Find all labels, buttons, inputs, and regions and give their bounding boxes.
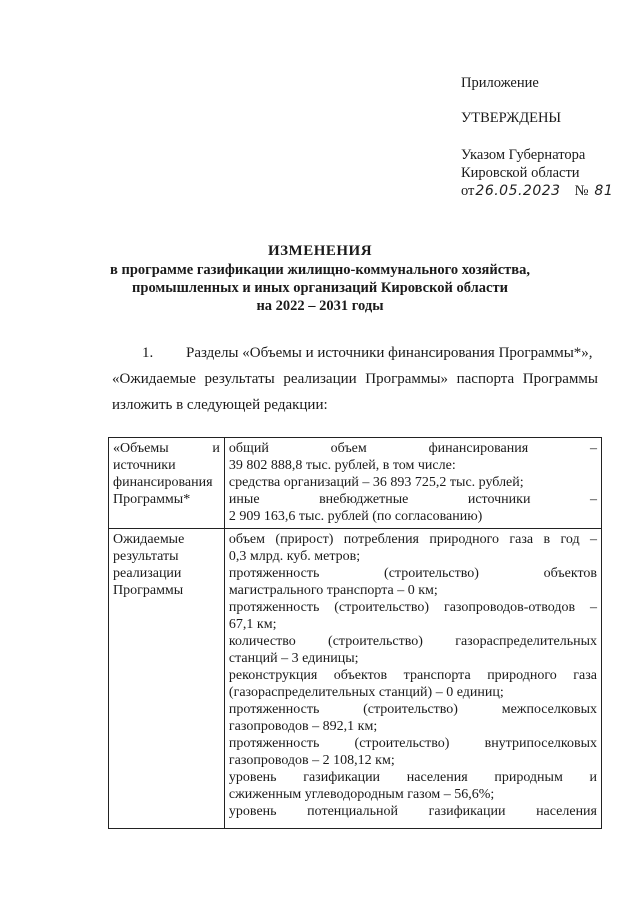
table-row-results bbox=[109, 529, 602, 829]
paragraph-1 bbox=[112, 340, 598, 418]
decree-line-2: Кировской области bbox=[461, 165, 580, 181]
title-line-1: в программе газификации жилищно-коммунального хозяйства, bbox=[110, 262, 530, 278]
document-title bbox=[0, 242, 640, 315]
row-label-financing: «Объемы и источники финансирования Программы* bbox=[109, 438, 225, 529]
table-row-financing bbox=[109, 438, 602, 529]
number-sign: № bbox=[574, 183, 589, 199]
handwritten-date: 26.05.2023 bbox=[475, 183, 561, 199]
program-passport-table bbox=[108, 437, 602, 829]
paragraph-line-1: 1. Разделы «Объемы и источники финансирования Программы*», bbox=[112, 340, 598, 366]
paragraph-number: 1. bbox=[142, 345, 154, 361]
from-prefix: от bbox=[461, 183, 475, 199]
annex-label: Приложение bbox=[461, 75, 539, 91]
approved-label: УТВЕРЖДЕНЫ bbox=[461, 110, 562, 126]
decree-line-1: Указом Губернатора bbox=[461, 147, 586, 163]
paragraph-line-3: изложить в следующей редакции: bbox=[112, 397, 328, 413]
row-label-results: Ожидаемые результаты реализации Программы bbox=[109, 529, 225, 829]
title-main: ИЗМЕНЕНИЯ bbox=[267, 243, 373, 259]
handwritten-number: 81 bbox=[594, 183, 614, 199]
title-line-2: промышленных и иных организаций Кировской области bbox=[132, 280, 508, 296]
row-content-results: объем (прирост) потребления природного газа в год – 0,3 млрд. куб. метров; протяженность (строительство) объектов магистрального транспорта – 0 км; протяженность (строительство) газопроводов-отводов – 67,1 км; количество (строительство) газораспределительных станций – 3 единицы; реконструкция объектов транспорта природного газа (газораспределительных станций) – 0 единиц; протяженность (строительство) межпоселковых газопроводов – 892,1 км; протяженность (строительство) внутрипоселковых газопроводов – 2 108,12 км; уровень газификации населения природным и сжиженным углеводородным газом – 56,6%; уровень потенциальной газификации населения bbox=[224, 529, 601, 829]
paragraph-line-2: «Ожидаемые результаты реализации Программы» паспорта Программы bbox=[112, 371, 598, 387]
decree-date-number bbox=[461, 182, 631, 200]
row-content-financing: общий объем финансирования – 39 802 888,8 тыс. рублей, в том числе: средства организаций – 36 893 725,2 тыс. рублей; иные внебюджетные источники – 2 909 163,6 тыс. рублей (по согласованию) bbox=[224, 438, 601, 529]
approval-stamp-block bbox=[461, 74, 631, 200]
title-line-3: на 2022 – 2031 годы bbox=[256, 298, 384, 314]
